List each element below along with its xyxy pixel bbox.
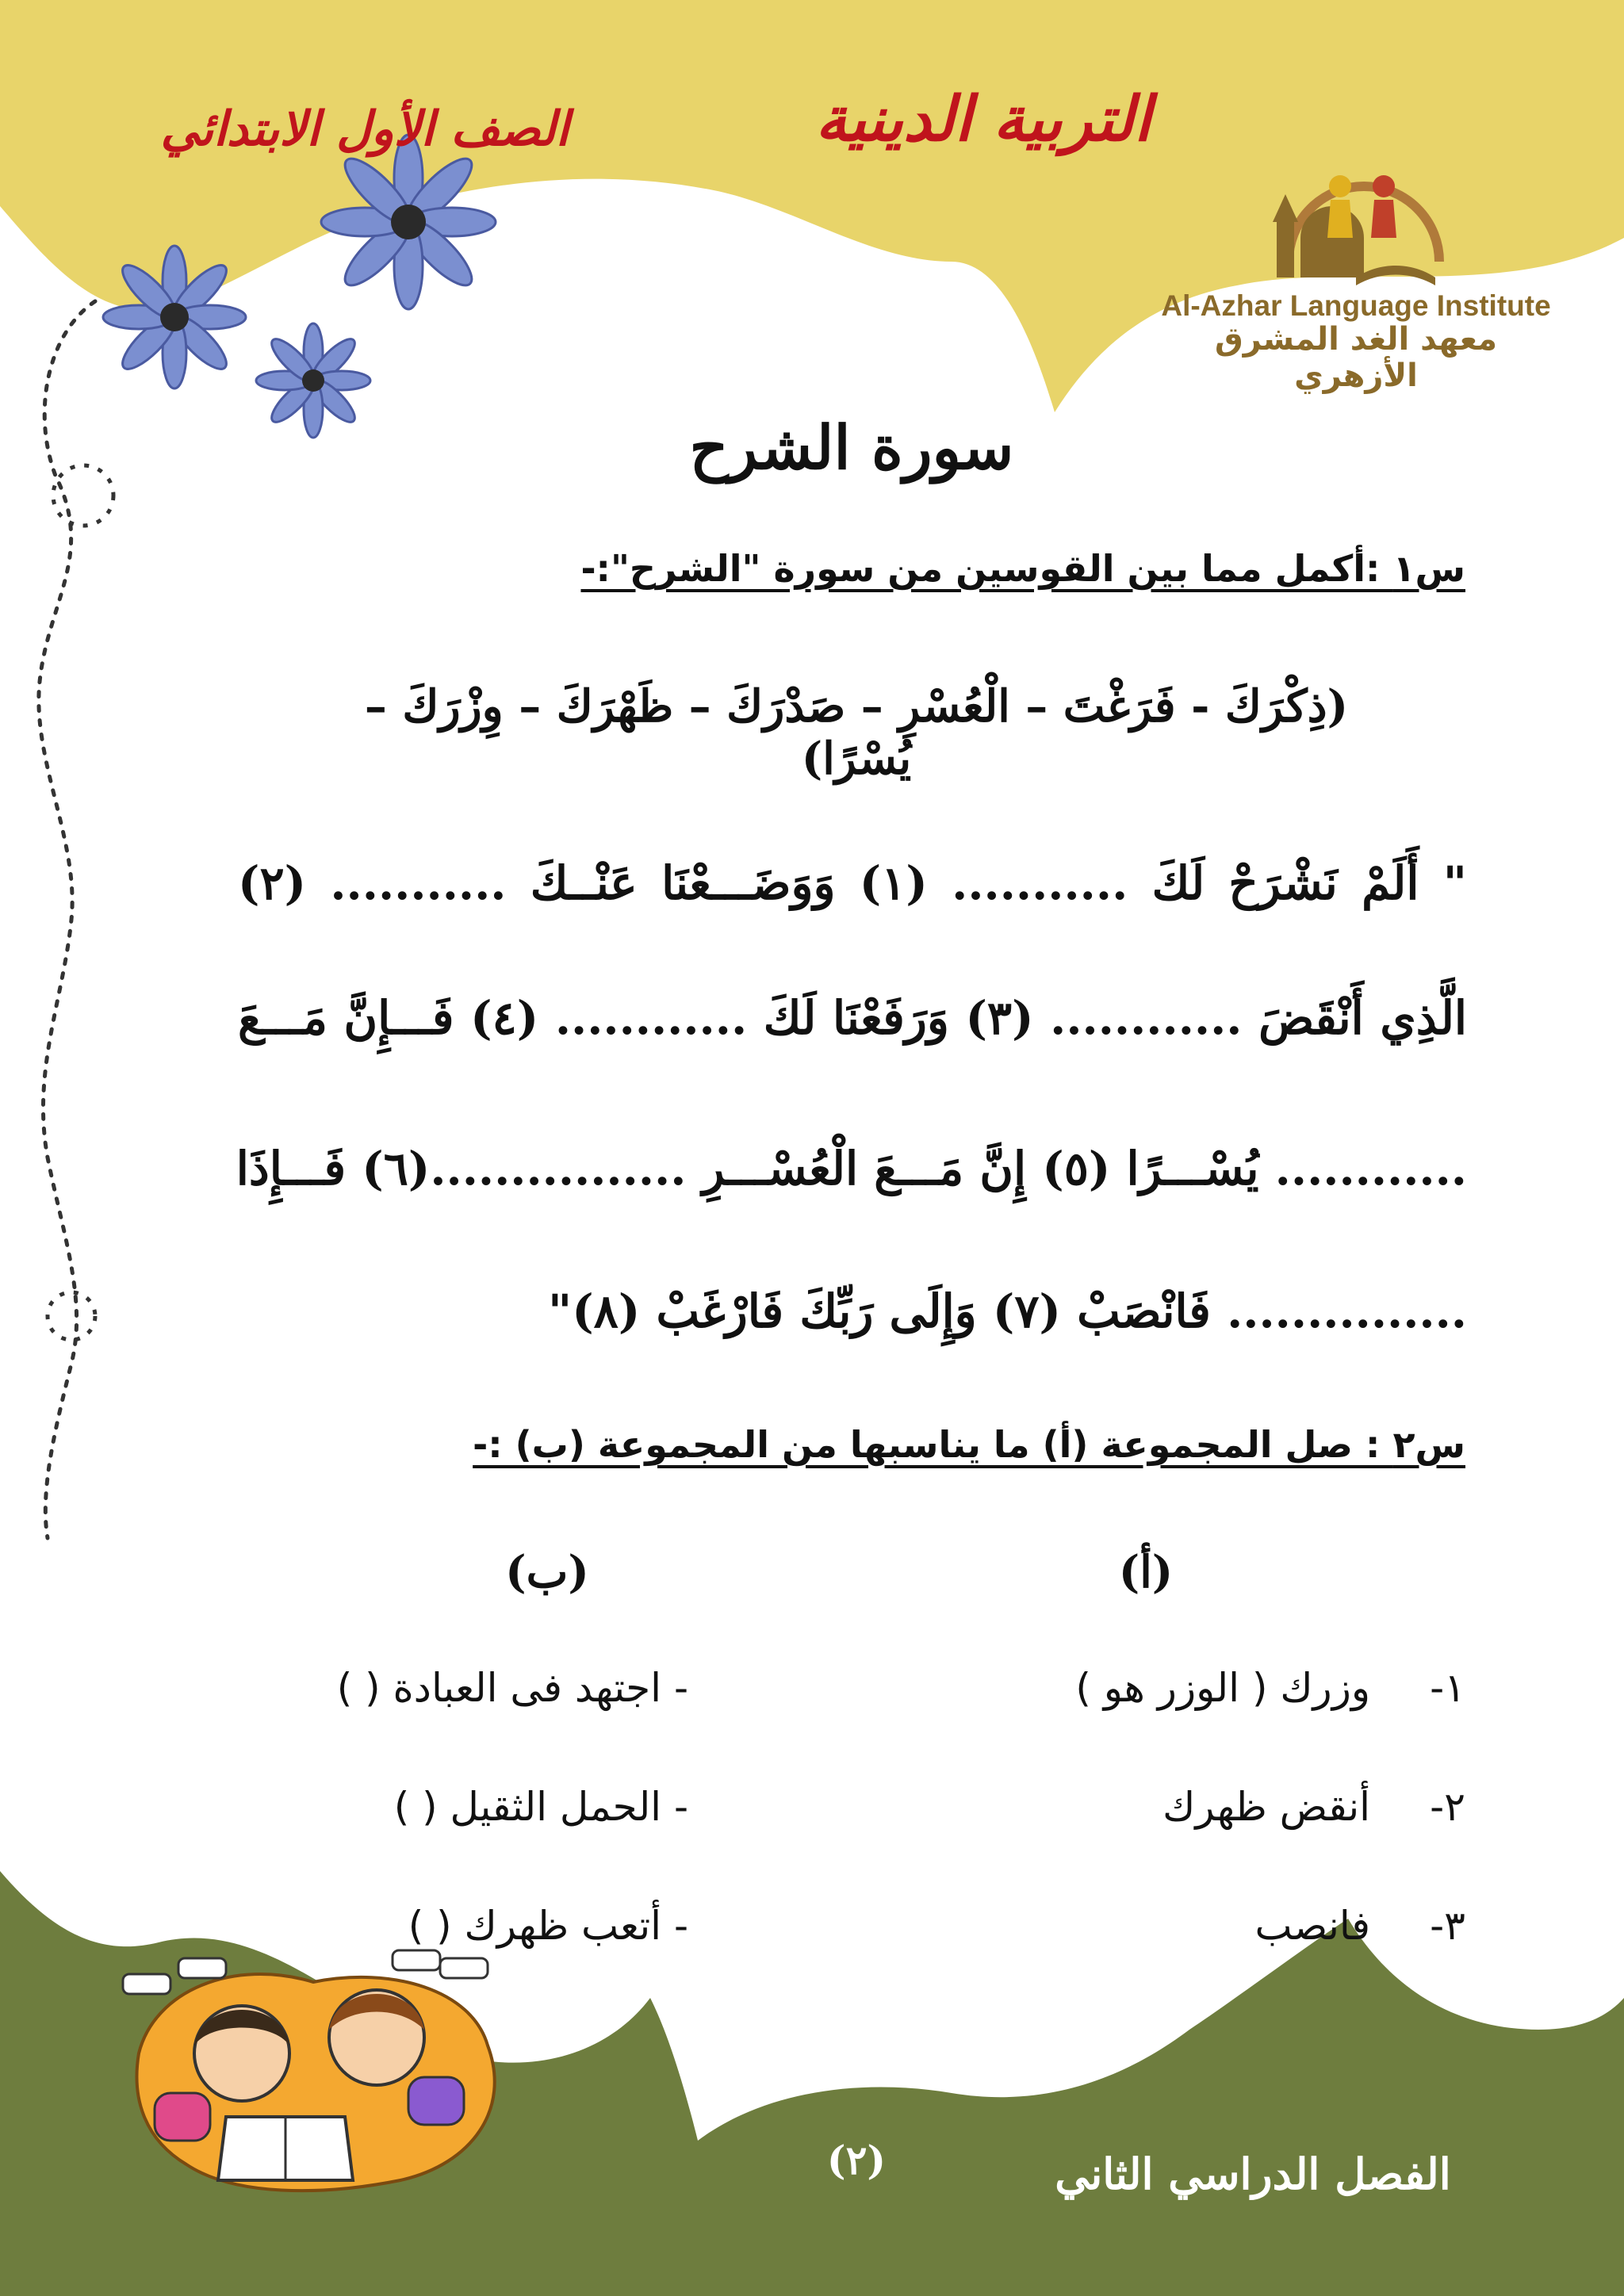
verse-line-2: الَّذِي أَنْقَضَ ............ (٣) وَرَفَعْنَا لَكَ ............ (٤) فَـــإِنَّ مَـــعَ bbox=[238, 991, 1467, 1045]
group-a-item: وزرك ( الوزر هو ) bbox=[1075, 1665, 1370, 1711]
flower bbox=[321, 135, 496, 309]
group-b-item: - أتعب ظهرك ( ) bbox=[408, 1903, 688, 1949]
group-b-item: - اجتهد فى العبادة ( ) bbox=[336, 1665, 688, 1711]
group-a-number: ٢- bbox=[1430, 1784, 1465, 1830]
flower bbox=[103, 246, 246, 388]
dotted-loop bbox=[48, 1292, 95, 1340]
term-label: الفصل الدراسي الثاني bbox=[1055, 2149, 1451, 2199]
subject-title: التربية الدينية bbox=[815, 83, 1151, 155]
institute-name-ar: معهد الغد المشرق الأزهري bbox=[1214, 321, 1497, 394]
verse-line-1: " أَلَمْ نَشْرَحْ لَكَ ........... (١) وَوَضَـــعْنَا عَنْــكَ ........... (٢) bbox=[238, 856, 1467, 910]
group-b-label: (ب) bbox=[505, 1546, 589, 1598]
grade-title: الصف الأول الابتدائي bbox=[160, 101, 569, 157]
lesson-title: سورة الشرح bbox=[689, 412, 1014, 483]
group-a-item: أنقض ظهرك bbox=[1162, 1784, 1370, 1830]
group-b-item: - الحمل الثقيل ( ) bbox=[393, 1784, 688, 1830]
group-a-label: (أ) bbox=[1118, 1546, 1174, 1598]
question2-heading: س٢ : صل المجموعة (أ) ما يناسبها من المجموعة (ب) :- bbox=[473, 1423, 1465, 1466]
flower bbox=[256, 323, 370, 438]
page-number: (٢) bbox=[826, 2137, 887, 2183]
group-a-number: ١- bbox=[1430, 1665, 1465, 1711]
verse-line-4: ............... فَانْصَبْ (٧) وَإِلَى رَبِّكَ فَارْغَبْ (٨)" bbox=[547, 1284, 1467, 1338]
institute-name-en: Al-Azhar Language Institute bbox=[1161, 289, 1551, 322]
verse-line-3: ............ يُسْـــرًا (٥) إِنَّ مَـــعَ الْعُسْـــرِ ................(٦) فَـــإِذَا bbox=[236, 1142, 1467, 1196]
question1-choices: (ذِكْرَكَ - فَرَغْتَ – الْعُسْرِ – صَدْرَكَ – ظَهْرَكَ – وِزْرَكَ – يُسْرًا) bbox=[364, 680, 1349, 785]
dotted-string bbox=[39, 301, 95, 1538]
group-a-number: ٣- bbox=[1430, 1903, 1465, 1949]
question1-heading: س١ :أكمل مما بين القوسين من سورة "الشرح":- bbox=[580, 547, 1465, 590]
dotted-loop bbox=[53, 465, 113, 526]
group-a-item: فانصب bbox=[1254, 1903, 1370, 1949]
